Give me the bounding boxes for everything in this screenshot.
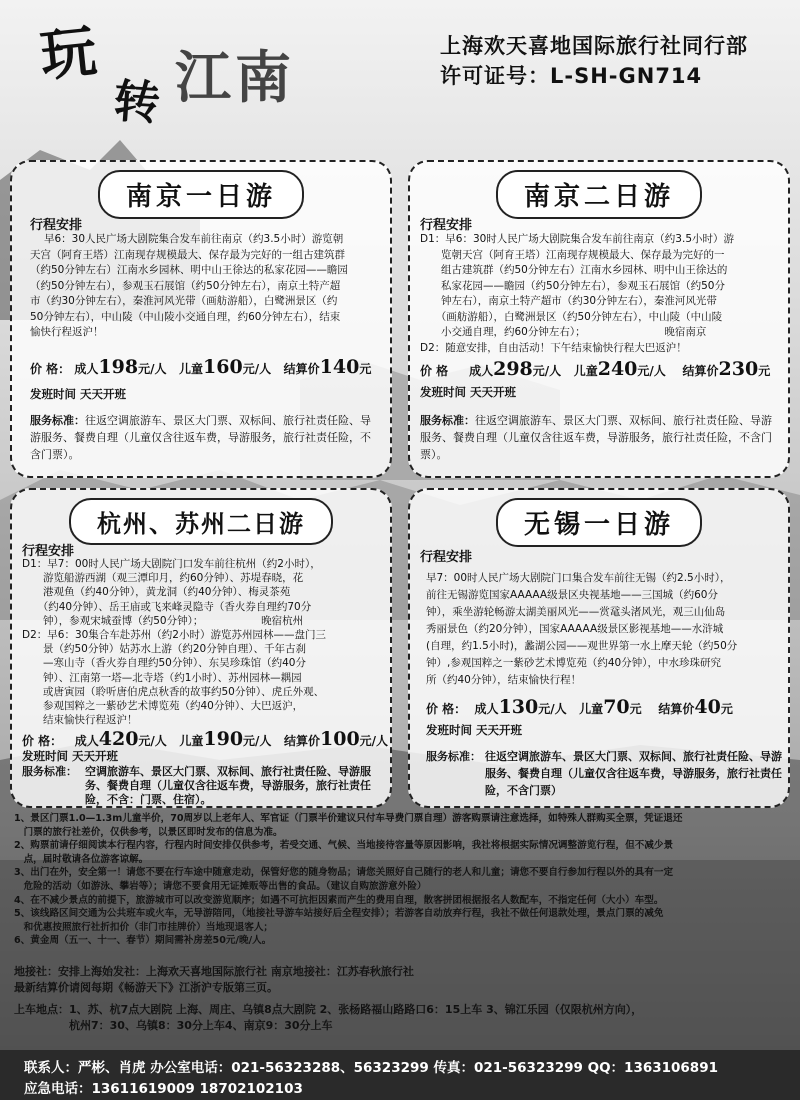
itinerary-line: 游览船游西湖（观三潭印月，约60分钟）、苏堤春晓，花 [22, 572, 304, 585]
note-line: 6、黄金周（五一、十一、春节）期间需补房差50元/晚/人。 [14, 935, 272, 947]
note-line: 和优惠按照旅行社折扣价（非门市挂牌价）当地现退客人； [14, 921, 274, 933]
settle-price: 40 [694, 696, 721, 718]
price-unit: 元/人 [138, 362, 167, 376]
itinerary-line: 市（约30分钟左右），秦淮河风光带（画舫游船），白鹭洲景区（约 [30, 295, 338, 307]
itinerary-line: (自理，约1.5小时)，蠡湖公园——观世界第一水上摩天轮（约50分 [426, 640, 738, 652]
itinerary-line: 钟左右），南京土特产超市（约30分钟左右），秦淮河风光带 [420, 295, 717, 307]
latest-price-note: 最新结算价请阅每期《畅游天下》江浙沪专版第三页。 [14, 981, 278, 994]
service-standard [22, 765, 388, 807]
price-unit: 元/人 [359, 734, 389, 748]
logo [37, 10, 340, 131]
price-unit: 元/人 [538, 702, 567, 716]
itinerary-line: 钟）,参观国粹之一紫砂艺术博览苑（约40分钟），中水珍珠研究 [426, 657, 721, 669]
note-line: 3、出门在外，安全第一！请您不要在行车途中随意走动，保管好您的随身物品；请您关照好自己随行的老人和儿童；请您不要自行参加行程以外的具有一定 [14, 867, 674, 879]
price-unit: 元/人 [138, 734, 167, 748]
child-price: 160 [203, 356, 243, 378]
service-standard [420, 412, 780, 463]
note-line: 4、在不减少景点的前提下，旅游城市可以改变游览顺序；如遇不可抗拒因素而产生的费用自理，散客拼团根据报名人数配车，不指定任何（大小）车型。 [14, 894, 664, 906]
price-unit: 元/人 [532, 364, 562, 378]
itinerary-line: （约50分钟左右）江南水乡园林、明中山王徐达的私家花园——瞻园 [30, 264, 348, 276]
header [0, 0, 800, 160]
itinerary-label: 行程安排 [420, 218, 473, 233]
contact-line: 联系人：严彬、肖虎 办公室电话：021-56323288、56323299 传真：021-56323299 QQ：1363106891 [24, 1060, 718, 1076]
price-unit: 元/人 [242, 362, 272, 376]
itinerary-line: 早7：00时人民广场大剧院门口集合发车前往无锡（约2.5小时）， [426, 572, 731, 584]
settle-price: 100 [320, 728, 360, 750]
adult-price: 298 [493, 358, 533, 380]
itinerary-text [426, 570, 786, 689]
itinerary-line: 秀丽景色（约20分钟），国家AAAAA级景区影视基地——水浒城 [426, 623, 724, 635]
child-price-label: 儿童 [179, 734, 204, 748]
departure-time: 发班时间 天天开班 [426, 723, 523, 737]
service-text: 空调旅游车、景区大门票、双标间、旅行社责任险、导游服务、餐费自理（儿童仅含往返车费，导游服务，旅行社责任险，不含：门票、住宿）。 [85, 765, 371, 806]
itinerary-line: D2：随意安排，自由活动！下午结束愉快行程大巴返沪！ [420, 341, 687, 354]
settle-price-label: 结算价 [658, 702, 695, 716]
itinerary-text [30, 232, 386, 341]
child-price: 240 [597, 358, 638, 380]
adult-price-label: 成人 [474, 702, 499, 716]
departure-time: 发班时间 天天开班 [420, 385, 517, 399]
card-title: 无锡一日游 [496, 498, 702, 547]
price-row [426, 696, 733, 718]
service-label: 服务标准： [22, 765, 77, 778]
service-text: 往返空调旅游车、景区大门票、双标间、旅行社责任险、导游服务、餐费自理（儿童仅含往返车费，导游服务，旅行社责任险，不含门票）。 [420, 414, 772, 461]
itinerary-label: 行程安排 [420, 550, 473, 565]
settle-price: 230 [718, 358, 759, 380]
child-price-label: 儿童 [579, 702, 604, 716]
service-standard [426, 748, 786, 799]
itinerary-line: D1：早7：00时人民广场大剧院门口发车前往杭州（约2小时）， [22, 558, 321, 570]
price-label: 价 格： [426, 702, 467, 716]
itinerary-line: 50分钟左右），中山陵（中山陵小交通自理，约60分钟左右），结束 [30, 310, 341, 323]
logo-char-zhuan: 转 [111, 73, 162, 131]
itinerary-line: 组古建筑群（约50分钟左右）江南水乡园林、明中山王徐达的 [420, 264, 728, 276]
itinerary-line: 所（约40分钟），结束愉快行程！ [426, 674, 582, 686]
boarding-locations: 上车地点：1、苏、杭7点大剧院 上海、周庄、乌镇8点大剧院 2、张杨路福山路路口6：15上车 3、锦江乐园（仅限杭州方向）， [14, 1003, 643, 1016]
child-price: 70 [603, 696, 630, 718]
price-unit: 元/人 [637, 364, 666, 378]
tour-card-hangzhou-suzhou-2day [10, 488, 392, 808]
itinerary-line: 钟），参观宋城蚕博（约50分钟）； 晚宿杭州 [22, 614, 304, 627]
settle-price: 140 [319, 356, 360, 378]
tour-card-wuxi-1day [408, 488, 790, 808]
note-line: 危险的活动（如游泳、攀岩等）；请您不要食用无证摊贩等出售的食品。（建议自购旅游意外险） [14, 880, 427, 892]
settle-price-label: 结算价 [682, 364, 719, 378]
service-label: 服务标准： [30, 414, 85, 427]
itinerary-line: 参观国粹之一紫砂艺术博览苑（约40分钟）、大巴返沪， [22, 700, 304, 713]
service-text: 往返空调旅游车、景区大门票、双标间、旅行社责任险、导游服务、餐费自理（儿童仅含往返车费，导游服务，旅行社责任险，不含门票）。 [30, 414, 371, 461]
tour-card-nanjing-1day [10, 160, 392, 478]
itinerary-label: 行程安排 [30, 218, 83, 233]
note-line: 2、购票前请仔细阅读本行程内容，行程内时间安排仅供参考，若受交通、气候、当地接待容量等原因影响，我社将根据实际情况调整游览行程，但不减少景 [14, 840, 674, 852]
itinerary-line: 港观鱼（约40分钟），黄龙洞（约40分钟）、梅灵茶苑 [22, 586, 291, 599]
itinerary-text [22, 557, 390, 727]
child-price-label: 儿童 [573, 364, 598, 378]
settle-price-label: 结算价 [283, 734, 320, 748]
departure-time: 发班时间 天天开班 [22, 749, 119, 763]
note-line: 1、景区门票1.0—1.3m儿童半价，70周岁以上老年人、军官证（门票半价建议只付车导费门票自理）游客购票请注意选择，如特殊人群购买全票，凭证退还 [14, 813, 683, 824]
price-row [30, 356, 371, 378]
price-label: 价 格 [420, 364, 449, 378]
itinerary-line: 私家花园——瞻园（约50分钟左右），参观玉石展馆（约50分 [420, 279, 725, 292]
itinerary-line: D1：早6：30时人民广场大剧院集合发车前往南京（约3.5小时）游 [420, 233, 735, 245]
license-number: 许可证号：L-SH-GN714 [440, 64, 703, 88]
agency-name: 上海欢天喜地国际旅行社同行部 [440, 34, 748, 58]
card-title: 南京一日游 [98, 170, 304, 219]
boarding-info [14, 964, 786, 1034]
price-unit: 元 [758, 364, 771, 378]
note-line: 门票的旅行社差价，仅供参考，以景区即时发布的信息为准。 [14, 826, 283, 838]
service-label: 服务标准： [426, 750, 481, 763]
logo-char-wan: 玩 [37, 18, 98, 90]
note-line: 点，届时敬请各位游客谅解。 [14, 853, 149, 865]
settle-price-label: 结算价 [283, 362, 320, 376]
boarding-locations-cont: 杭州7：30、乌镇8：30分上车4、南京9：30分上车 [14, 1019, 333, 1032]
itinerary-label: 行程安排 [22, 544, 75, 559]
adult-price: 130 [498, 696, 539, 718]
child-price: 190 [203, 728, 244, 750]
itinerary-line: 小交通自理，约60分钟左右）； 晚宿南京 [420, 326, 707, 338]
logo-chars-jiangnan: 江南 [175, 45, 295, 111]
service-standard [30, 412, 380, 463]
adult-price: 420 [98, 728, 139, 750]
itinerary-line: 览朝天宫（阿育王塔）江南现存规模最大、保存最为完好的一 [420, 248, 725, 261]
tour-card-nanjing-2day [408, 160, 790, 478]
itinerary-line: 天宫（阿育王塔）江南现存规模最大、保存最为完好的一组古建筑群 [30, 248, 345, 261]
itinerary-line: （约50分钟左右），参观玉石展馆（约50分钟左右），南京土特产超 [30, 279, 341, 292]
itinerary-line: 愉快行程返沪！ [30, 326, 104, 338]
adult-price-label: 成人 [469, 364, 494, 378]
footer [0, 1050, 800, 1100]
price-label: 价 格： [22, 734, 63, 748]
itinerary-text [420, 232, 786, 356]
itinerary-line: （画舫游船），白鹭洲景区（约50分钟左右），中山陵（中山陵 [420, 310, 723, 323]
itinerary-line: 景（约50分钟）姑苏水上游（约20分钟自理）、千年古刹 [22, 643, 306, 656]
itinerary-line: —寒山寺（香火券自理约50分钟）、东吴珍珠馆（约40分 [22, 657, 306, 670]
itinerary-line: 钟），乘坐游轮畅游太湖美丽风光——赏鼋头渚风光，观三山仙岛 [426, 606, 726, 618]
adult-price-label: 成人 [74, 362, 99, 376]
notes [14, 812, 786, 948]
child-price-label: 儿童 [179, 362, 204, 376]
itinerary-line: 或唐寅园（聆听唐伯虎点秋香的故事约50分钟）、虎丘外观、 [22, 685, 325, 698]
adult-price-label: 成人 [74, 734, 99, 748]
adult-price: 198 [98, 356, 139, 378]
itinerary-line: 前往无锡游览国家AAAAA级景区央视基地——三国城（约60分 [426, 589, 718, 601]
price-unit: 元 [359, 362, 372, 376]
service-text: 往返空调旅游车、景区大门票、双标间、旅行社责任险、导游服务、餐费自理（儿童仅含往返车费，导游服务，旅行社责任险，不含门票） [485, 750, 782, 797]
emergency-line: 应急电话：13611619009 18702102103 [24, 1081, 303, 1097]
note-line: 5、该线路区间交通为公共班车或火车，无导游陪同，（地接社导游车站接好后全程安排）；若游客自动放弃行程，我社不做任何退款处理，景点门票的减免 [14, 908, 664, 920]
price-label: 价 格： [30, 362, 71, 376]
card-title: 杭州、苏州二日游 [69, 498, 333, 545]
departure-time: 发班时间 天天开班 [30, 387, 127, 401]
itinerary-line: （约40分钟）、岳王庙或飞来峰灵隐寺（香火券自理约70分 [22, 600, 312, 613]
itinerary-line: 早6：30人民广场大剧院集合发车前往南京（约3.5小时）游览朝 [44, 233, 344, 245]
itinerary-line: 钟）、江南第一塔—北寺塔（约1小时）、苏州园林—耦园 [22, 671, 302, 684]
price-row [22, 728, 388, 750]
price-unit: 元 [720, 702, 733, 716]
itinerary-line: D2：早6：30集合车赴苏州（约2小时）游览苏州园林——盘门三 [22, 629, 326, 642]
ground-agency: 地接社：安排上海始发社：上海欢天喜地国际旅行社 南京地接社：江苏春秋旅行社 [14, 965, 414, 978]
price-unit: 元/人 [243, 734, 272, 748]
price-unit: 元 [629, 702, 642, 716]
card-title: 南京二日游 [496, 170, 702, 219]
service-label: 服务标准： [420, 414, 475, 427]
itinerary-line: 结束愉快行程返沪！ [22, 714, 138, 727]
price-row [420, 358, 770, 380]
